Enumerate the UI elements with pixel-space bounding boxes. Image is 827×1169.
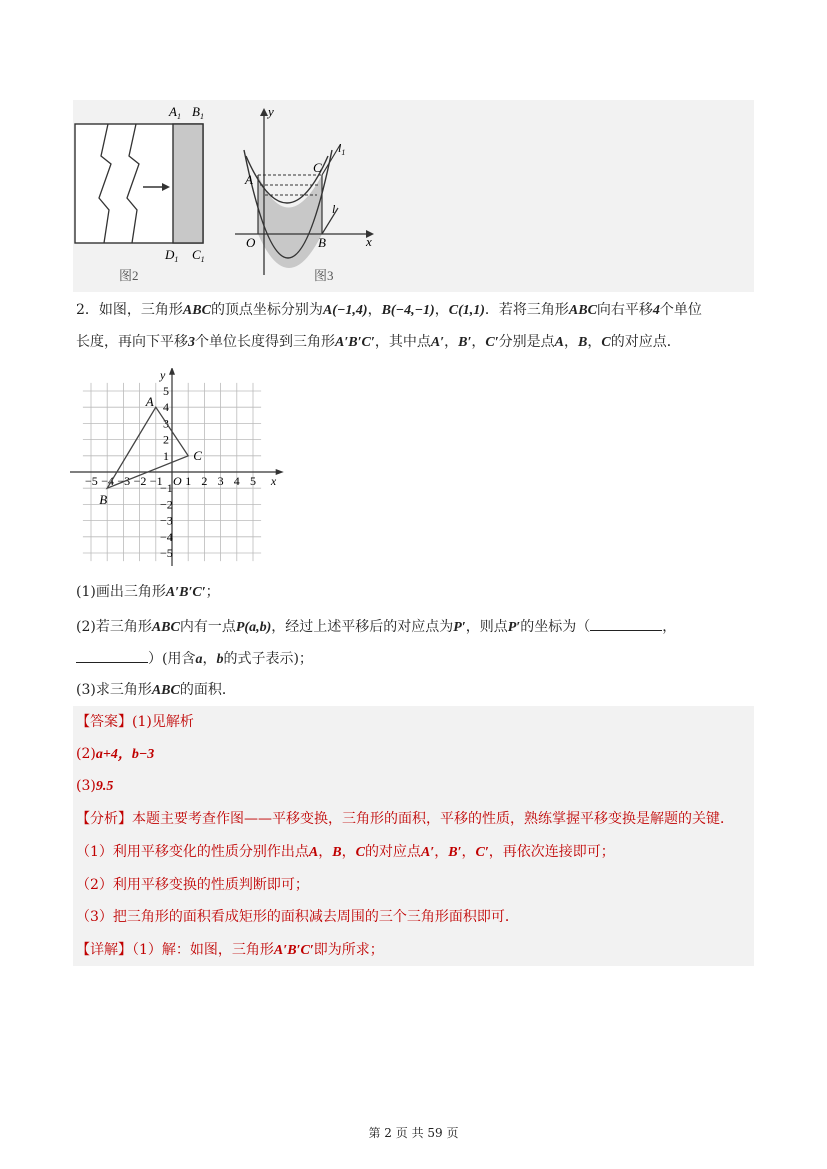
x-tick-label: 3 — [217, 474, 224, 488]
x-tick-label: 4 — [233, 474, 240, 488]
fig3-label-x: x — [366, 234, 372, 249]
figure-3 — [230, 100, 390, 292]
x-tick-label: O — [173, 474, 182, 488]
x-axis-label: x — [270, 474, 277, 488]
fig3-label-y: y — [268, 104, 274, 119]
y-tick-label: 1 — [163, 448, 169, 463]
y-tick-label: 4 — [163, 400, 169, 415]
x-tick-label: −1 — [149, 474, 163, 488]
answer-blank-1[interactable] — [590, 616, 662, 631]
fig2-label-D1: $D_1$ — [165, 247, 179, 264]
y-tick-label: −4 — [160, 529, 173, 544]
detail-line-1: 【详解】（1）解：如图，三角形A′B′C′即为所求； — [76, 942, 384, 958]
answer-blank-2[interactable] — [76, 648, 148, 663]
y-tick-label: 2 — [163, 432, 169, 447]
problem-line-1: 2．如图，三角形ABC的顶点坐标分别为A(−1,4)，B(−4,−1)，C(1,1)．若将三角形ABC向右平移4个单位 — [76, 302, 702, 318]
fig2-label-C1: $C_1$ — [192, 247, 205, 264]
fig3-caption: 图3 — [314, 268, 334, 283]
x-tick-label: 5 — [250, 474, 256, 488]
fig2-caption: 图2 — [119, 268, 139, 283]
page-footer: 第 2 页 共 59 页 — [368, 1126, 459, 1140]
point-label-b: B — [99, 492, 108, 508]
solution-background — [73, 706, 754, 966]
fig3-label-B: B — [318, 235, 326, 250]
y-axis-arrow — [169, 368, 175, 375]
y-tick-label: −5 — [160, 546, 173, 560]
fig3-label-l: l — [332, 202, 336, 216]
x-axis-arrow — [276, 469, 284, 475]
answer-line-2: (2)a+4，b−3 — [76, 746, 155, 762]
analysis-step-2: （2）利用平移变换的性质判断即可； — [76, 877, 309, 893]
problem-line-2: 长度，再向下平移3个单位长度得到三角形A′B′C′，其中点A′，B′，C′分别是点A，B，C的对应点． — [76, 334, 681, 350]
answer-line-3: (3)9.5 — [76, 778, 114, 794]
analysis-step-1: （1）利用平移变化的性质分别作出点A，B，C的对应点A′，B′，C′，再依次连接即可； — [76, 844, 615, 860]
x-tick-label: −2 — [133, 474, 147, 488]
x-tick-label: −3 — [117, 474, 131, 488]
y-tick-label: −2 — [160, 497, 173, 512]
coordinate-grid — [70, 368, 285, 568]
point-label-c: C — [193, 447, 202, 463]
fig2-label-A1: $A_1$ — [169, 104, 181, 121]
x-tick-label: 2 — [201, 474, 208, 488]
fig3-y-arrow — [260, 108, 268, 116]
y-tick-label: 5 — [163, 384, 169, 398]
question-2-line-1: (2)若三角形ABC内有一点P(a,b)，经过上述平移后的对应点为P′，则点P′的坐标为（ ， — [76, 616, 676, 638]
fig3-label-O: O — [246, 235, 256, 250]
fig3-line-l — [322, 208, 338, 234]
answer-line-1: 【答案】(1)见解析 — [76, 714, 194, 730]
analysis-step-3: （3）把三角形的面积看成矩形的面积减去周围的三个三角形面积即可． — [76, 909, 519, 925]
x-tick-label: −4 — [101, 474, 114, 488]
y-axis-label: y — [160, 368, 166, 382]
y-tick-label: −1 — [160, 481, 173, 496]
figure-2 — [73, 100, 223, 292]
question-1: (1)画出三角形A′B′C′； — [76, 584, 220, 600]
y-tick-label: −3 — [160, 513, 173, 528]
x-tick-label: 1 — [185, 474, 192, 488]
y-tick-label: 3 — [163, 416, 169, 431]
question-3: (3)求三角形ABC的面积． — [76, 682, 236, 698]
point-label-a: A — [145, 394, 154, 410]
fig3-label-C: C — [313, 160, 322, 175]
fig2-shaded-bar — [173, 124, 203, 243]
fig2-label-B1: $B_1$ — [192, 104, 204, 121]
analysis-line-1: 【分析】本题主要考查作图——平移变换，三角形的面积，平移的性质，熟练掌握平移变换是解题的关键． — [76, 811, 734, 827]
fig3-label-l1: $l_1$ — [338, 141, 346, 157]
fig3-label-A: A — [245, 172, 253, 187]
fig3-shaded-region — [258, 175, 322, 268]
question-2-line-2: ）(用含a，b的式子表示)； — [76, 648, 313, 670]
x-tick-label: −5 — [85, 474, 98, 488]
